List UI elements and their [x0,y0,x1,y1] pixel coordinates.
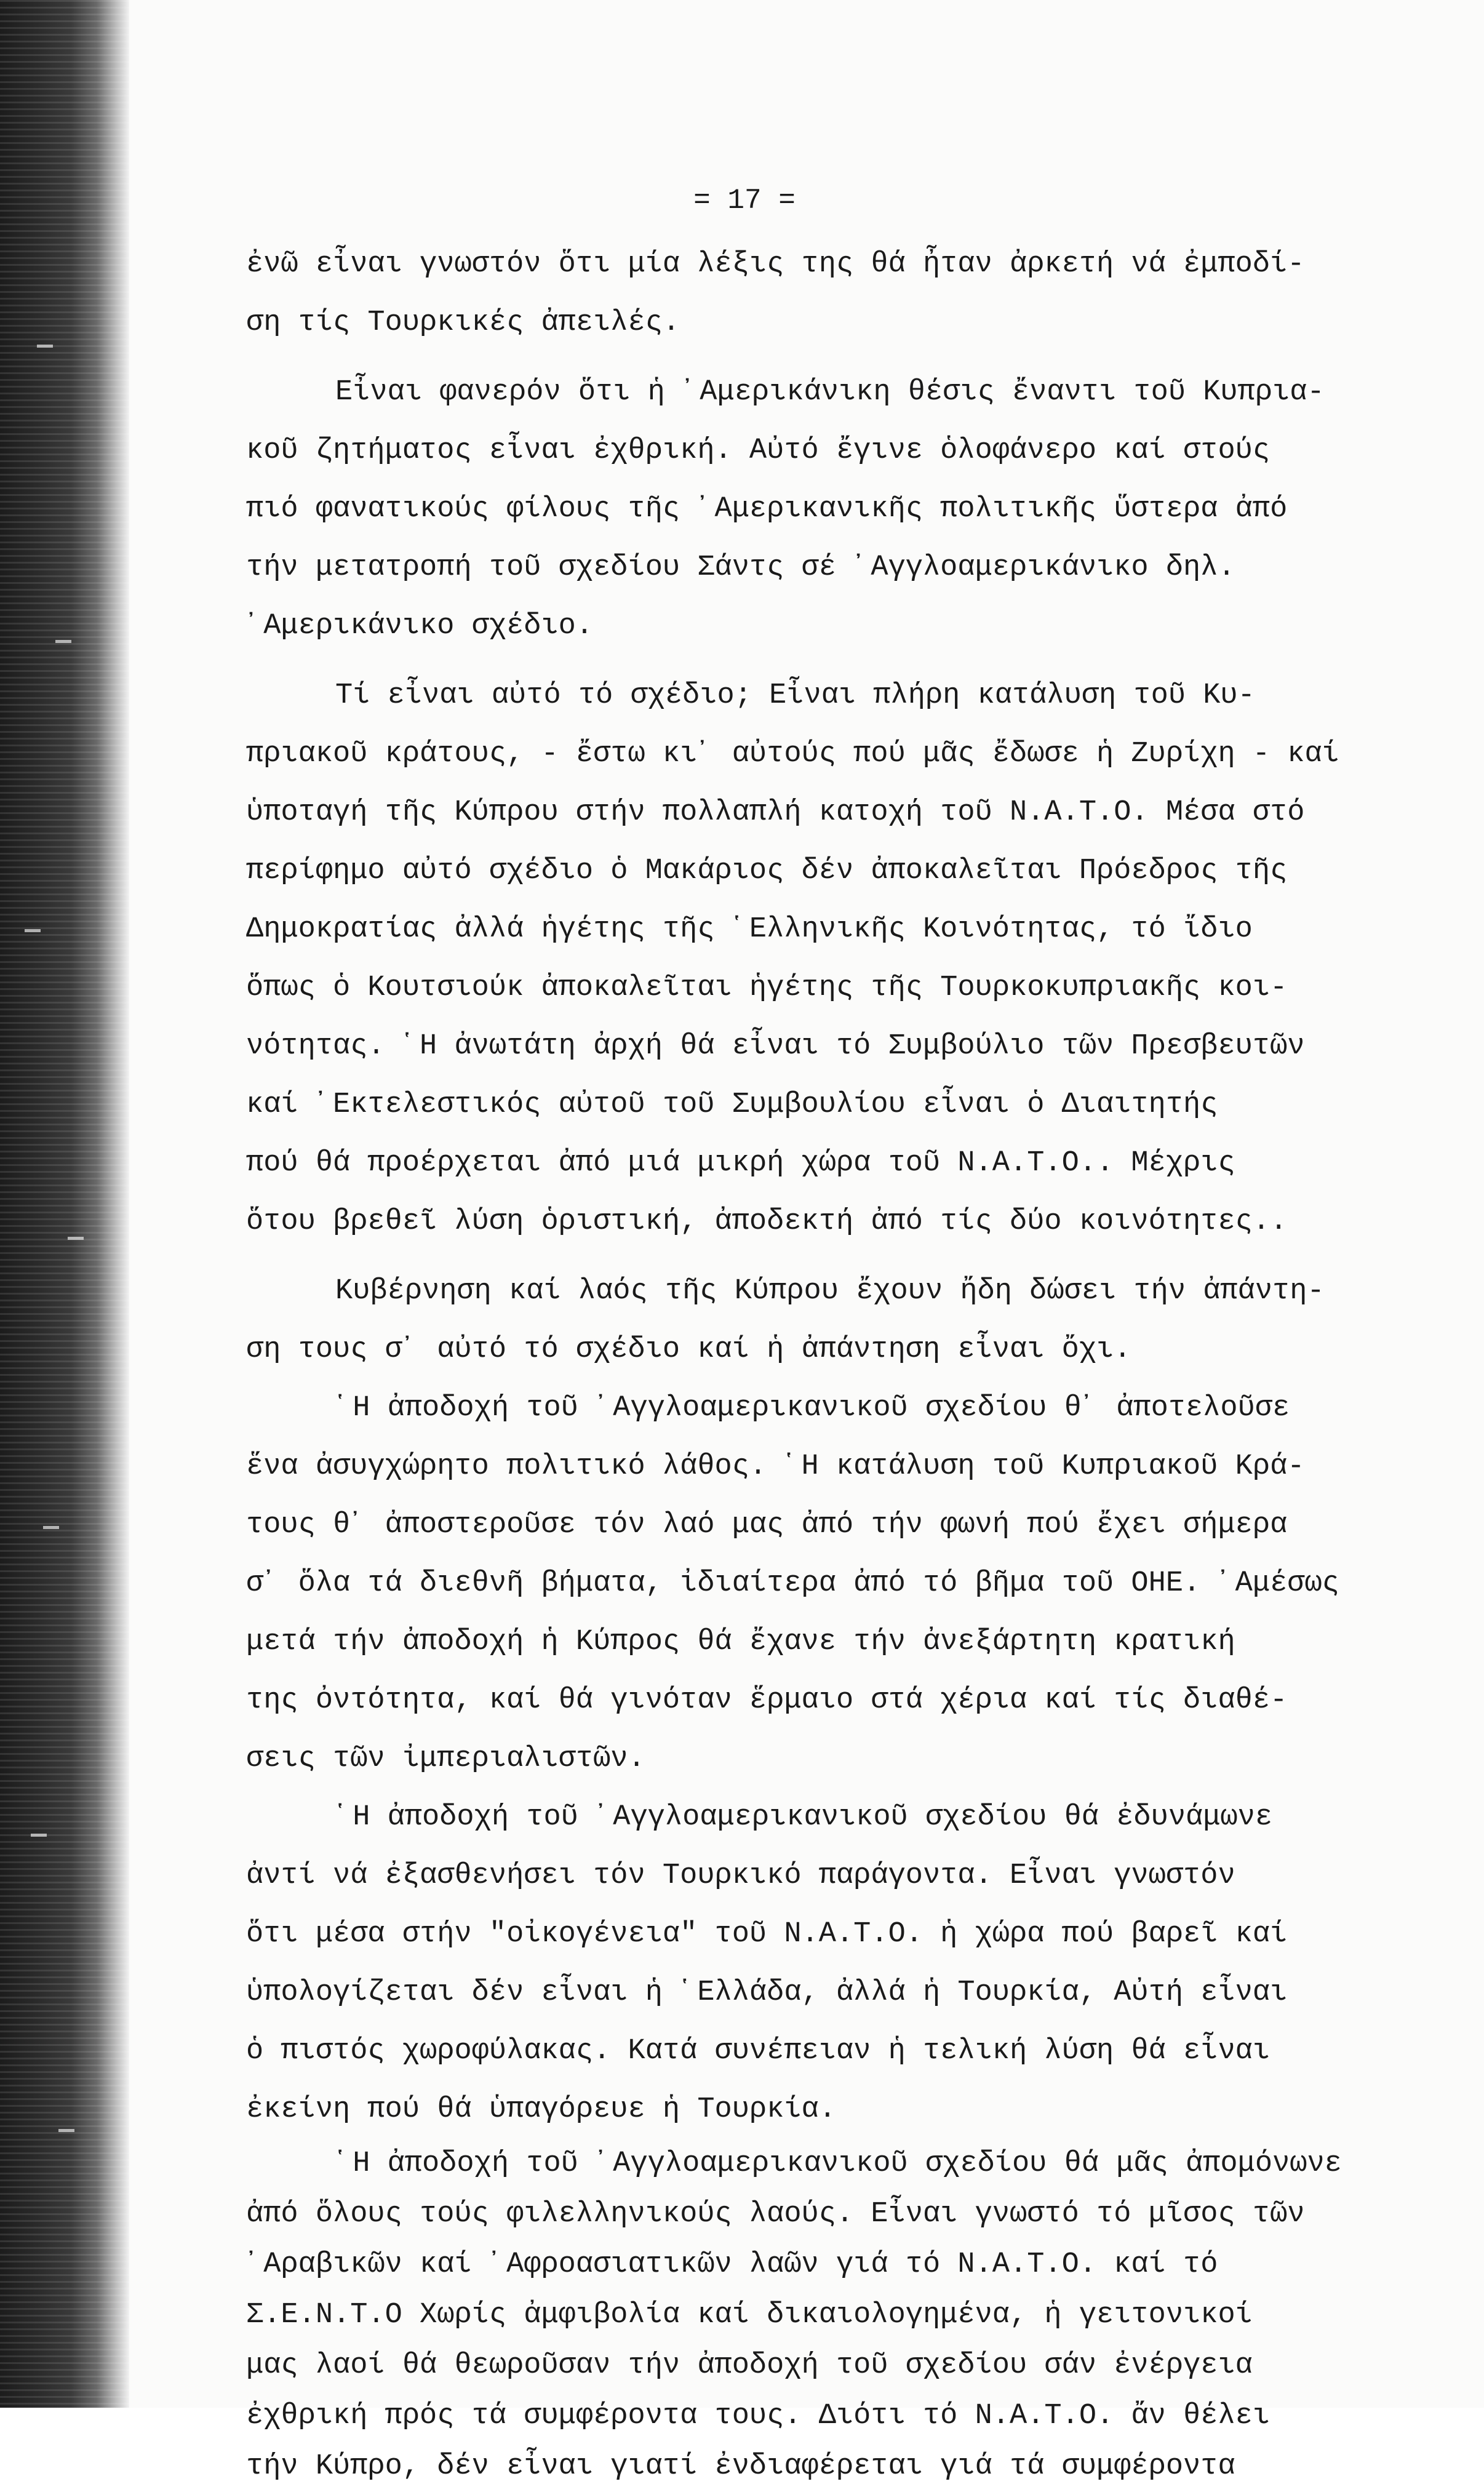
binding-speck [55,640,71,643]
text-line: ἀντί νά ἐξασθενήσει τόν Τουρκικό παράγοντα. Εἶναι γνωστόν [246,1859,1235,1892]
binding-speck [43,1526,59,1529]
text-line: ἐκείνη πού θά ὑπαγόρευε ἡ Τουρκία. [246,2093,836,2126]
text-line: Εἶναι φανερόν ὅτι ἡ ᾽Αμερικάνικη θέσις ἔναντι τοῦ Κυπρια- [335,376,1325,409]
text-line: ὁ πιστός χωροφύλακας. Κατά συνέπειαν ἡ τελική λύση θά εἶναι [246,2035,1271,2067]
binding-speck [68,1237,84,1240]
text-line: ᾽Αμερικάνικο σχέδιο. [246,610,594,642]
text-line: τήν Κύπρο, δέν εἶναι γιατί ἐνδιαφέρεται γιά τά συμφέροντα [246,2450,1235,2483]
text-line: της ὀντότητα, καί θά γινόταν ἕρμαιο στά χέρια καί τίς διαθέ- [246,1684,1288,1717]
text-line: τήν μετατροπή τοῦ σχεδίου Σάντς σέ ᾽Αγγλοαμερικάνικο δηλ. [246,551,1235,584]
text-line: ἐχθρική πρός τά συμφέροντα τους. Διότι τό Ν.Α.Τ.Ο. ἄν θέλει [246,2400,1271,2432]
text-line: πού θά προέρχεται ἀπό μιά μικρή χώρα τοῦ Ν.Α.Τ.Ο.. Μέχρις [246,1147,1235,1180]
text-line: πιό φανατικούς φίλους τῆς ᾽Αμερικανικῆς πολιτικῆς ὕστερα ἀπό [246,493,1288,525]
text-line: ὅτου βρεθεῖ λύση ὁριστική, ἀποδεκτή ἀπό τίς δύο κοινότητες.. [246,1205,1288,1238]
text-line: ῾Η ἀποδοχή τοῦ ᾽Αγγλοαμερικανικοῦ σχεδίου θά ἐδυνάμωνε [335,1801,1273,1834]
text-line: νότητας. ῾Η ἀνωτάτη ἀρχή θά εἶναι τό Συμβούλιο τῶν Πρεσβευτῶν [246,1030,1305,1063]
text-line: Τί εἶναι αὐτό τό σχέδιο; Εἶναι πλήρη κατάλυση τοῦ Κυ- [335,679,1255,712]
text-line: ὅπως ὁ Κουτσιούκ ἀποκαλεῖται ἡγέτης τῆς Τουρκοκυπριακῆς κοι- [246,972,1288,1004]
paragraph [246,2139,1434,2492]
text-line: τους θ᾽ ἀποστεροῦσε τόν λαό μας ἀπό τήν φωνή πού ἔχει σήμερα [246,1509,1288,1541]
page-number: = 17 = [693,185,796,217]
text-line: σ᾽ ὅλα τά διεθνῆ βήματα, ἰδιαίτερα ἀπό τό βῆμα τοῦ ΟΗΕ. ᾽Αμέσως [246,1567,1339,1600]
paragraph [246,1379,1434,1788]
text-line: Κυβέρνηση καί λαός τῆς Κύπρου ἔχουν ἤδη δώσει τήν ἀπάντη- [335,1275,1325,1308]
binding-speck [31,1834,47,1837]
text-line: Σ.Ε.Ν.Τ.Ο Χωρίς ἀμφιβολία καί δικαιολογημένα, ἡ γειτονικοί [246,2299,1253,2331]
paragraph [246,1262,1434,1379]
text-line: ὑπολογίζεται δέν εἶναι ἡ ῾Ελλάδα, ἀλλά ἡ Τουρκία, Αὐτή εἶναι [246,1976,1288,2009]
body-text [246,198,1434,2492]
text-line: πριακοῦ κράτους, - ἔστω κι᾽ αὐτούς πού μᾶς ἔδωσε ἡ Ζυρίχη - καί [246,738,1339,770]
text-line: ση τους σ᾽ αὐτό τό σχέδιο καί ἡ ἀπάντηση εἶναι ὄχι. [246,1333,1131,1366]
binding-speck [37,345,53,348]
binding-speck [58,2129,74,2132]
text-line: ῾Η ἀποδοχή τοῦ ᾽Αγγλοαμερικανικοῦ σχεδίου θά μᾶς ἀπομόνωνε [335,2147,1342,2180]
text-line: ἀπό ὅλους τούς φιλελληνικούς λαούς. Εἶναι γνωστό τό μῖσος τῶν [246,2198,1305,2230]
paragraph [246,1788,1434,2139]
paragraph [246,235,1434,352]
binding-edge [0,0,129,2408]
text-line: μετά τήν ἀποδοχή ἡ Κύπρος θά ἔχανε τήν ἀνεξάρτητη κρατική [246,1626,1235,1658]
binding-speck [25,929,41,932]
text-line: ὑποταγή τῆς Κύπρου στήν πολλαπλή κατοχή τοῦ Ν.Α.Τ.Ο. Μέσα στό [246,796,1305,829]
text-line: ἕνα ἀσυγχώρητο πολιτικό λάθος. ῾Η κατάλυση τοῦ Κυπριακοῦ Κρά- [246,1450,1305,1483]
text-line: ἐνῶ εἶναι γνωστόν ὅτι μία λέξις της θά ἦταν ἀρκετή νά ἐμποδί- [246,248,1305,281]
text-line: κοῦ ζητήματος εἶναι ἐχθρική. Αὐτό ἔγινε ὁλοφάνερο καί στούς [246,434,1271,467]
text-line: ὅτι μέσα στήν "οἰκογένεια" τοῦ Ν.Α.Τ.Ο. ἡ χώρα πού βαρεῖ καί [246,1918,1288,1951]
text-line: περίφημο αὐτό σχέδιο ὁ Μακάριος δέν ἀποκαλεῖται Πρόεδρος τῆς [246,855,1288,887]
text-line: ῾Η ἀποδοχή τοῦ ᾽Αγγλοαμερικανικοῦ σχεδίου θ᾽ ἀποτελοῦσε [335,1392,1290,1424]
text-line: Δημοκρατίας ἀλλά ἡγέτης τῆς ῾Ελληνικῆς Κοινότητας, τό ἴδιο [246,913,1253,946]
text-line: σεις τῶν ἰμπεριαλιστῶν. [246,1743,645,1775]
paragraph [246,363,1434,655]
text-line: ᾽Αραβικῶν καί ᾽Αφροασιατικῶν λαῶν γιά τό Ν.Α.Τ.Ο. καί τό [246,2248,1218,2281]
text-line: ση τίς Τουρκικές ἀπειλές. [246,306,680,339]
text-line: καί ᾽Εκτελεστικός αὐτοῦ τοῦ Συμβουλίου εἶναι ὁ Διαιτητής [246,1088,1218,1121]
text-line: μας λαοί θά θεωροῦσαν τήν ἀποδοχή τοῦ σχεδίου σάν ἐνέργεια [246,2349,1253,2382]
paragraph [246,666,1434,1251]
